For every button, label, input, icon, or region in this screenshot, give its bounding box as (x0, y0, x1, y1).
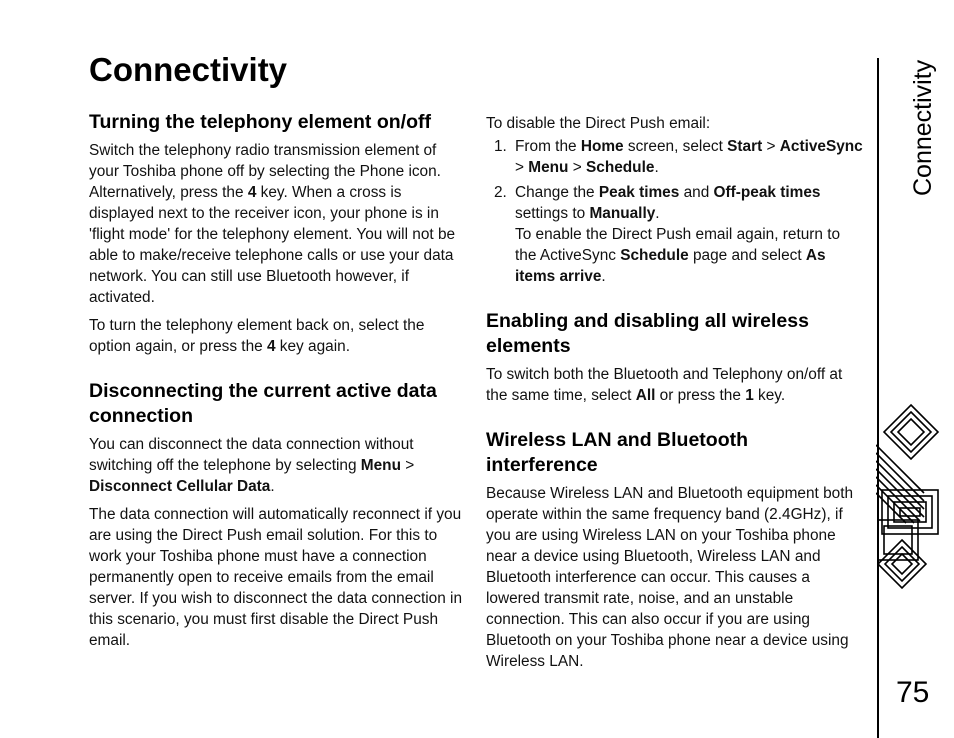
paragraph-interference-1: Because Wireless LAN and Bluetooth equipment both operate within the same frequency band (2.4GHz), if you are using Wireless LAN on your Toshiba phone near a device using Bluetooth, Wireless LAN and Bluetooth interference can occur. This causes a lowered transmit rate, noise, and an unstable connection. This can also occur if you are using Bluetooth on your Toshiba phone near a device using Wireless LAN. (486, 485, 854, 670)
side-tab-label: Connectivity (909, 59, 937, 196)
decorative-diamond-graphic (876, 400, 946, 620)
paragraph-disable-intro: To disable the Direct Push email: (486, 115, 711, 132)
page-number: 75 (896, 676, 930, 709)
paragraph-disconnect-1: You can disconnect the data connection without switching off the telephone by selecting Menu > Disconnect Cellular Data. (89, 436, 415, 495)
section-heading-telephony: Turning the telephony element on/off (89, 111, 431, 133)
section-heading-disconnect: Disconnecting the current active data connection (89, 380, 437, 427)
page-title: Connectivity (89, 51, 288, 88)
step-item-1: 1. From the Home screen, select Start > ActiveSync > Menu > Schedule. (494, 138, 863, 176)
right-column (486, 113, 864, 674)
paragraph-disconnect-2: The data connection will automatically reconnect if you are using the Direct Push email solution. For this to work your Toshiba phone must have a connection permanently open to receive emails from the email server. If you wish to disconnect the data connection in this scenario, you must first disable the Direct Push email. (89, 506, 463, 649)
paragraph-telephony-1: Switch the telephony radio transmission element of your Toshiba phone off by selecting the Phone icon. Alternatively, press the 4 key. When a cross is displayed next to the receiver icon, your phone is in 'flight mode' for the telephony element. You will not be able to make/receive telephone calls or use your data network. You can still use Bluetooth however, if activated. (89, 142, 456, 306)
section-heading-wireless: Enabling and disabling all wireless elements (486, 310, 809, 357)
section-heading-interference: Wireless LAN and Bluetooth interference (486, 429, 749, 476)
side-tab (867, 59, 937, 210)
left-column (89, 110, 467, 658)
step-item-2: 2. Change the Peak times and Off-peak times settings to Manually. To enable the Direct Push email again, return to the ActiveSync Schedule page and select As items arrive. (494, 184, 841, 285)
steps-list (486, 136, 864, 287)
paragraph-wireless-1: To switch both the Bluetooth and Telephony on/off at the same time, select All or press the 1 key. (486, 366, 843, 404)
paragraph-telephony-2: To turn the telephony element back on, select the option again, or press the 4 key again. (89, 317, 425, 355)
